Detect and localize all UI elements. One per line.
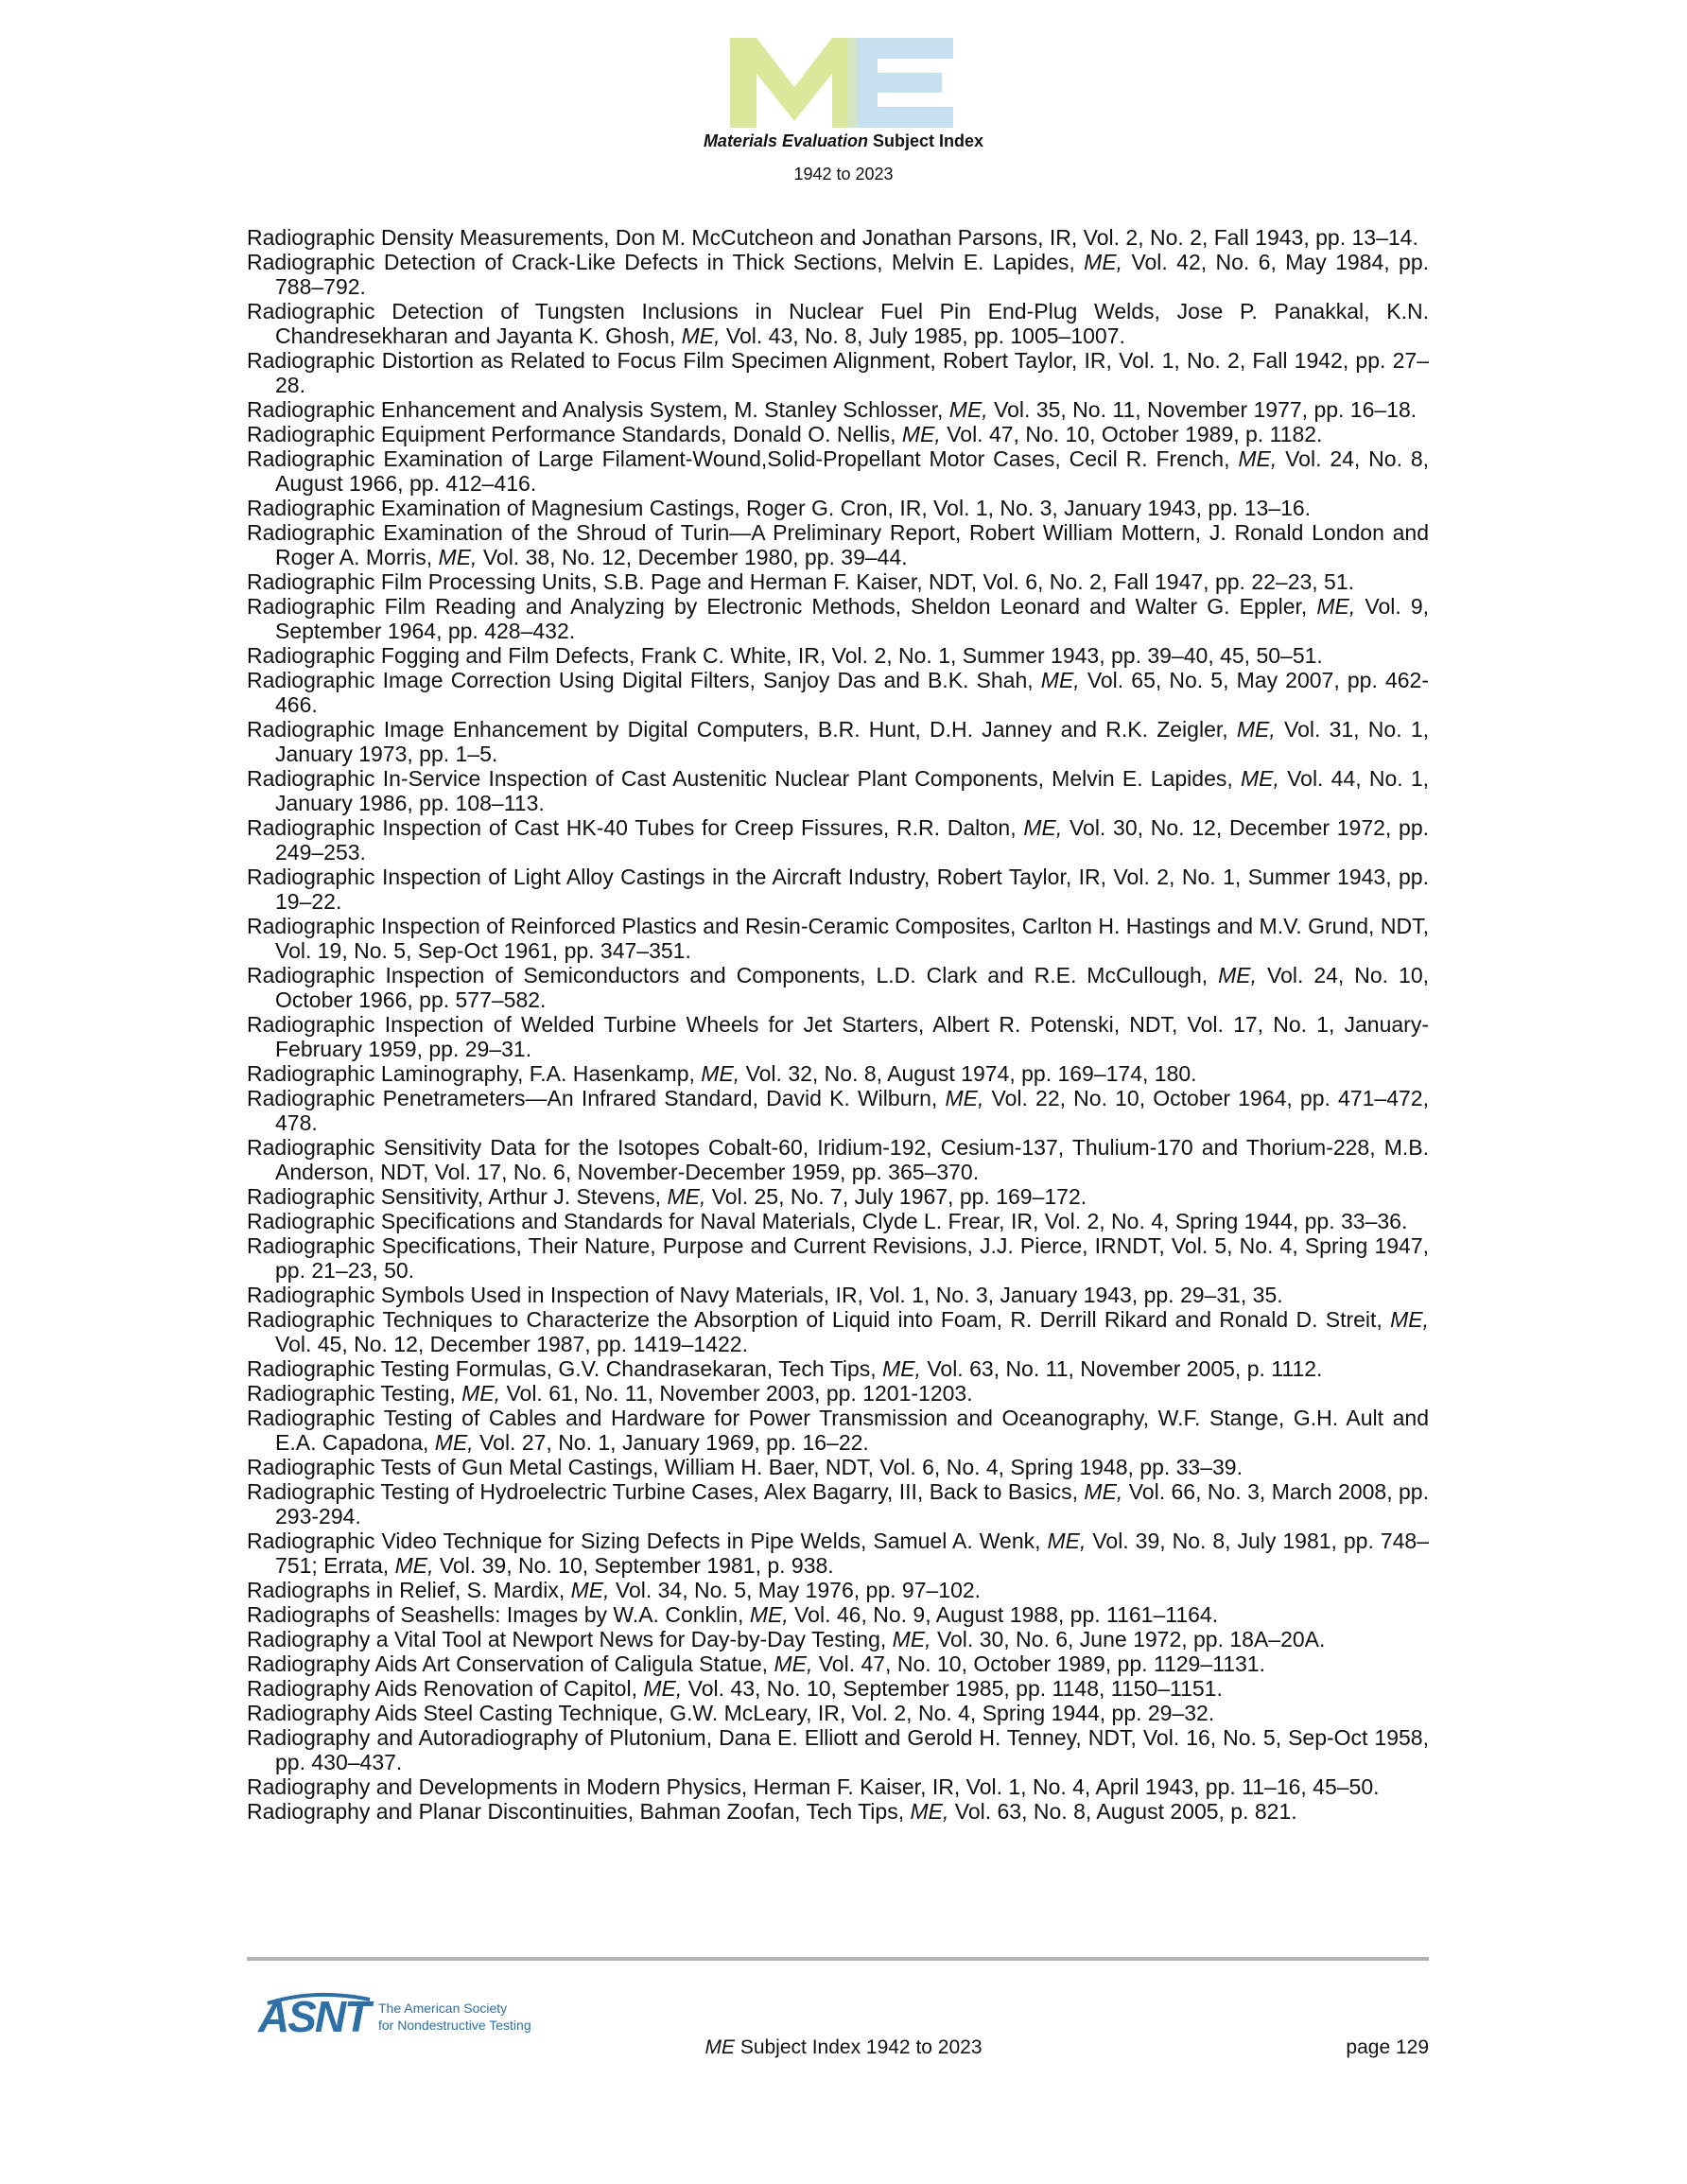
entry-text: Vol. 46, No. 9, August 1988, pp. 1161–1164.: [794, 1602, 1219, 1627]
entry-text: Radiographic Enhancement and Analysis System, M. Stanley Schlosser,: [247, 397, 944, 422]
entry-text: Vol. 61, No. 11, November 2003, pp. 1201-1203.: [506, 1381, 973, 1406]
footer-rule: [247, 1957, 1429, 1961]
index-entry: [247, 422, 1429, 446]
index-entry: [247, 717, 1429, 766]
entry-text: Radiographic Image Correction Using Digital Filters, Sanjoy Das and B.K. Shah,: [247, 668, 1034, 692]
entry-text: Radiographic Symbols Used in Inspection of Navy Materials, IR, Vol. 1, No. 3, January 1943, pp. 29–31, 35.: [247, 1283, 1283, 1307]
entry-journal: ME,: [1023, 815, 1063, 840]
entry-text: Radiographic In-Service Inspection of Cast Austenitic Nuclear Plant Components, Melvin E. Lapides,: [247, 766, 1233, 791]
index-entry: [247, 1529, 1429, 1578]
index-entry: [247, 865, 1429, 914]
entry-text: Radiography Aids Steel Casting Technique, G.W. McLeary, IR, Vol. 2, No. 4, Spring 1944, pp. 29–32.: [247, 1701, 1215, 1725]
entry-text: Vol. 47, No. 10, October 1989, p. 1182.: [947, 422, 1323, 446]
index-entry: [247, 1627, 1429, 1651]
index-entry: [247, 963, 1429, 1012]
entry-text: Radiographic Distortion as Related to Focus Film Specimen Alignment, Robert Taylor, IR, Vol. 1, No. 2, Fall 1942, pp. 27–28.: [247, 348, 1429, 397]
index-entry: [247, 520, 1429, 569]
entry-text: Radiographic Video Technique for Sizing Defects in Pipe Welds, Samuel A. Wenk,: [247, 1529, 1041, 1553]
entry-text: Radiography and Autoradiography of Plutonium, Dana E. Elliott and Gerold H. Tenney, NDT, Vol. 16, No. 5, Sep-Oct 1958, pp. 430–437.: [247, 1725, 1429, 1774]
entry-text: Radiography Aids Art Conservation of Caligula Statue,: [247, 1651, 769, 1676]
entry-text: Radiographic Specifications and Standards for Naval Materials, Clyde L. Frear, IR, Vol. 2, No. 4, Spring 1944, pp. 33–36.: [247, 1209, 1408, 1233]
entry-text: Vol. 39, No. 8, July 1981, pp. 748–751; Errata,: [275, 1529, 1430, 1578]
index-entry: [247, 815, 1429, 865]
entry-journal: ME,: [1084, 250, 1123, 274]
index-entry: [247, 1455, 1429, 1479]
index-title-rest: Subject Index: [873, 131, 984, 150]
entry-text: Radiographic Testing Formulas, G.V. Chandrasekaran, Tech Tips,: [247, 1356, 877, 1381]
footer-center-text: [0, 2036, 1687, 2059]
index-entry: [247, 643, 1429, 668]
entry-journal: ME,: [1390, 1307, 1429, 1332]
entry-text: Vol. 42, No. 6, May 1984, pp. 788–792.: [275, 250, 1430, 299]
entry-text: Vol. 32, No. 8, August 1974, pp. 169–174, 180.: [745, 1061, 1197, 1086]
entry-journal: ME,: [910, 1799, 949, 1824]
entry-text: Vol. 63, No. 11, November 2005, p. 1112.: [927, 1356, 1323, 1381]
entry-text: Radiographic Detection of Tungsten Inclusions in Nuclear Fuel Pin End-Plug Welds, Jose P. Panakkal, K.N. Chandresekharan and Jayanta K. Ghosh,: [247, 299, 1429, 348]
index-entry: [247, 1061, 1429, 1086]
page-number: page 129: [1346, 2036, 1429, 2058]
entry-text: Vol. 27, No. 1, January 1969, pp. 16–22.: [479, 1430, 869, 1455]
entry-text: Vol. 47, No. 10, October 1989, pp. 1129–1131.: [818, 1651, 1265, 1676]
index-entry: [247, 1184, 1429, 1209]
index-entry: [247, 348, 1429, 397]
index-entry: [247, 1799, 1429, 1824]
footer-center-italic: ME: [704, 2036, 735, 2058]
index-entry: [247, 446, 1429, 496]
entry-journal: ME,: [570, 1578, 610, 1602]
index-entry: [247, 1479, 1429, 1529]
entry-journal: ME,: [394, 1553, 434, 1578]
entry-text: Vol. 45, No. 12, December 1987, pp. 1419–1422.: [275, 1332, 748, 1356]
entry-text: Vol. 22, No. 10, October 1964, pp. 471–472, 478.: [275, 1086, 1429, 1135]
entry-text: Radiographic Image Enhancement by Digital Computers, B.R. Hunt, D.H. Janney and R.K. Zeigler,: [247, 717, 1228, 742]
index-entry: [247, 668, 1429, 717]
entry-journal: ME,: [1236, 717, 1276, 742]
entry-text: Radiographic Fogging and Film Defects, Frank C. White, IR, Vol. 2, No. 1, Summer 1943, pp. 39–40, 45, 50–51.: [247, 643, 1323, 668]
entry-text: Radiography a Vital Tool at Newport News for Day-by-Day Testing,: [247, 1627, 887, 1651]
entry-text: Radiographic Detection of Crack-Like Defects in Thick Sections, Melvin E. Lapides,: [247, 250, 1075, 274]
logo-letter-e: [847, 38, 953, 128]
entry-text: Radiographic Inspection of Welded Turbine Wheels for Jet Starters, Albert R. Potenski, NDT, Vol. 17, No. 1, January-February 1959, pp. 29–31.: [247, 1012, 1429, 1061]
entry-text: Radiographic Sensitivity Data for the Isotopes Cobalt-60, Iridium-192, Cesium-137, Thulium-170 and Thorium-228, M.B. Anderson, NDT, Vol. 17, No. 6, November-December 1959, pp. 365–370.: [247, 1135, 1429, 1184]
entry-text: Vol. 65, No. 5, May 2007, pp. 462-466.: [275, 668, 1429, 717]
entry-text: Vol. 39, No. 10, September 1981, p. 938.: [439, 1553, 834, 1578]
entry-journal: ME,: [901, 422, 941, 446]
index-entry: [247, 1233, 1429, 1283]
index-entry: [247, 1406, 1429, 1455]
index-entry: [247, 1307, 1429, 1356]
index-entry: [247, 1651, 1429, 1676]
entry-journal: ME,: [1316, 594, 1356, 619]
index-entry: [247, 1356, 1429, 1381]
entry-text: Radiographic Techniques to Characterize the Absorption of Liquid into Foam, R. Derrill Rikard and Ronald D. Streit,: [247, 1307, 1383, 1332]
entry-text: Vol. 43, No. 8, July 1985, pp. 1005–1007.: [725, 323, 1125, 348]
entry-text: Vol. 38, No. 12, December 1980, pp. 39–44.: [482, 545, 908, 569]
index-entry: [247, 1602, 1429, 1627]
entry-text: Radiographic Testing of Hydroelectric Turbine Cases, Alex Bagarry, III, Back to Basics,: [247, 1479, 1078, 1504]
entry-text: Radiographic Inspection of Cast HK-40 Tubes for Creep Fissures, R.R. Dalton,: [247, 815, 1017, 840]
logo-letter-m: [730, 38, 857, 128]
entry-text: Radiographic Film Processing Units, S.B. Page and Herman F. Kaiser, NDT, Vol. 6, No. 2, Fall 1947, pp. 22–23, 51.: [247, 569, 1355, 594]
entry-text: Radiographic Examination of the Shroud of Turin—A Preliminary Report, Robert William Mottern, J. Ronald London and Roger A. Morris,: [247, 520, 1429, 569]
entry-journal: ME,: [681, 323, 721, 348]
entry-journal: ME,: [948, 397, 988, 422]
asnt-logo-wordmark: ASNT: [258, 1992, 370, 2041]
entry-text: Vol. 63, No. 8, August 2005, p. 821.: [954, 1799, 1297, 1824]
entry-text: Vol. 35, No. 11, November 1977, pp. 16–18.: [994, 397, 1417, 422]
entry-text: Radiographic Penetrameters—An Infrared Standard, David K. Wilburn,: [247, 1086, 938, 1110]
entry-text: Vol. 43, No. 10, September 1985, pp. 1148, 1150–1151.: [687, 1676, 1223, 1701]
entry-text: Radiographs in Relief, S. Mardix,: [247, 1578, 565, 1602]
index-entry: [247, 1381, 1429, 1406]
entry-text: Radiography Aids Renovation of Capitol,: [247, 1676, 637, 1701]
entry-text: Radiographic Laminography, F.A. Hasenkamp,: [247, 1061, 695, 1086]
entry-text: Radiographic Inspection of Light Alloy Castings in the Aircraft Industry, Robert Taylor, IR, Vol. 2, No. 1, Summer 1943, pp. 19–22.: [247, 865, 1429, 914]
entry-journal: ME,: [667, 1184, 706, 1209]
entry-text: Vol. 30, No. 12, December 1972, pp. 249–253.: [275, 815, 1430, 865]
me-logo: [730, 38, 953, 128]
entry-journal: ME,: [882, 1356, 921, 1381]
entry-text: Radiographic Examination of Magnesium Castings, Roger G. Cron, IR, Vol. 1, No. 3, January 1943, pp. 13–16.: [247, 496, 1312, 520]
entry-journal: ME,: [1240, 766, 1279, 791]
entry-text: Vol. 31, No. 1, January 1973, pp. 1–5.: [275, 717, 1430, 766]
entry-text: Radiography and Developments in Modern Physics, Herman F. Kaiser, IR, Vol. 1, No. 4, April 1943, pp. 11–16, 45–50.: [247, 1774, 1380, 1799]
entry-text: Radiographic Testing,: [247, 1381, 456, 1406]
index-entry: [247, 1012, 1429, 1061]
index-entry: [247, 1701, 1429, 1725]
entry-journal: ME,: [1040, 668, 1080, 692]
index-title-italic: Materials Evaluation: [703, 131, 868, 150]
index-entry: [247, 1774, 1429, 1799]
entry-text: Radiographic Examination of Large Filament-Wound,Solid-Propellant Motor Cases, Cecil R. French,: [247, 446, 1230, 471]
footer-center-rest: Subject Index 1942 to 2023: [739, 2036, 983, 2058]
entry-journal: ME,: [774, 1651, 813, 1676]
entry-journal: ME,: [749, 1602, 789, 1627]
index-entry: [247, 569, 1429, 594]
index-entry: [247, 496, 1429, 520]
entry-text: Radiographs of Seashells: Images by W.A. Conklin,: [247, 1602, 744, 1627]
entry-text: Radiographic Film Reading and Analyzing by Electronic Methods, Sheldon Leonard and Walter G. Eppler,: [247, 594, 1308, 619]
entry-journal: ME,: [892, 1627, 931, 1651]
index-entry: [247, 1209, 1429, 1233]
entry-text: Radiographic Tests of Gun Metal Castings, William H. Baer, NDT, Vol. 6, No. 4, Spring 1948, pp. 33–39.: [247, 1455, 1243, 1479]
entry-text: Radiographic Specifications, Their Nature, Purpose and Current Revisions, J.J. Pierce, IRNDT, Vol. 5, No. 4, Spring 1947, pp. 21–23, 50.: [247, 1233, 1429, 1283]
entry-text: Vol. 24, No. 10, October 1966, pp. 577–582.: [275, 963, 1430, 1012]
entry-journal: ME,: [461, 1381, 501, 1406]
index-years: 1942 to 2023: [793, 165, 894, 183]
index-entry: [247, 397, 1429, 422]
entry-text: Vol. 66, No. 3, March 2008, pp. 293-294.: [275, 1479, 1429, 1529]
index-entry: [247, 299, 1429, 348]
entry-journal: ME,: [1084, 1479, 1123, 1504]
entry-text: Radiography and Planar Discontinuities, Bahman Zoofan, Tech Tips,: [247, 1799, 905, 1824]
index-entry: [247, 1283, 1429, 1307]
index-entry: [247, 250, 1429, 299]
index-entry: [247, 1676, 1429, 1701]
entry-journal: ME,: [1218, 963, 1258, 987]
entry-text: Radiographic Inspection of Semiconductors and Components, L.D. Clark and R.E. McCullough,: [247, 963, 1209, 987]
index-entries: [247, 225, 1429, 1824]
entry-journal: ME,: [1047, 1529, 1087, 1553]
asnt-tagline-1: The American Society: [378, 2001, 508, 2016]
entry-journal: ME,: [945, 1086, 984, 1110]
index-entry: [247, 914, 1429, 963]
entry-journal: ME,: [1238, 446, 1278, 471]
entry-text: Vol. 9, September 1964, pp. 428–432.: [275, 594, 1430, 643]
index-entry: [247, 1135, 1429, 1184]
index-entry: [247, 1578, 1429, 1602]
entry-text: Radiographic Density Measurements, Don M. McCutcheon and Jonathan Parsons, IR, Vol. 2, No. 2, Fall 1943, pp. 13–14.: [247, 225, 1418, 250]
entry-text: Vol. 25, No. 7, July 1967, pp. 169–172.: [711, 1184, 1087, 1209]
entry-text: Radiographic Equipment Performance Standards, Donald O. Nellis,: [247, 422, 896, 446]
entry-text: Vol. 30, No. 6, June 1972, pp. 18A–20A.: [936, 1627, 1326, 1651]
entry-journal: ME,: [701, 1061, 740, 1086]
index-entry: [247, 594, 1429, 643]
entry-journal: ME,: [643, 1676, 683, 1701]
index-entry: [247, 1086, 1429, 1135]
entry-text: Radiographic Inspection of Reinforced Plastics and Resin-Ceramic Composites, Carlton H. Hastings and M.V. Grund, NDT, Vol. 19, No. 5, Sep-Oct 1961, pp. 347–351.: [247, 914, 1429, 963]
asnt-tagline-2: for Nondestructive Testing: [378, 2018, 531, 2033]
entry-text: Radiographic Testing of Cables and Hardware for Power Transmission and Oceanography, W.F. Stange, G.H. Ault and E.A. Capadona,: [247, 1406, 1429, 1455]
index-title: [0, 131, 1687, 151]
index-entry: [247, 766, 1429, 815]
entry-journal: ME,: [434, 1430, 474, 1455]
index-entry: [247, 225, 1429, 250]
entry-text: Vol. 44, No. 1, January 1986, pp. 108–113.: [275, 766, 1430, 815]
entry-text: Vol. 24, No. 8, August 1966, pp. 412–416.: [275, 446, 1430, 496]
entry-text: Vol. 34, No. 5, May 1976, pp. 97–102.: [615, 1578, 982, 1602]
entry-journal: ME,: [438, 545, 478, 569]
index-entry: [247, 1725, 1429, 1774]
entry-text: Radiographic Sensitivity, Arthur J. Stevens,: [247, 1184, 662, 1209]
